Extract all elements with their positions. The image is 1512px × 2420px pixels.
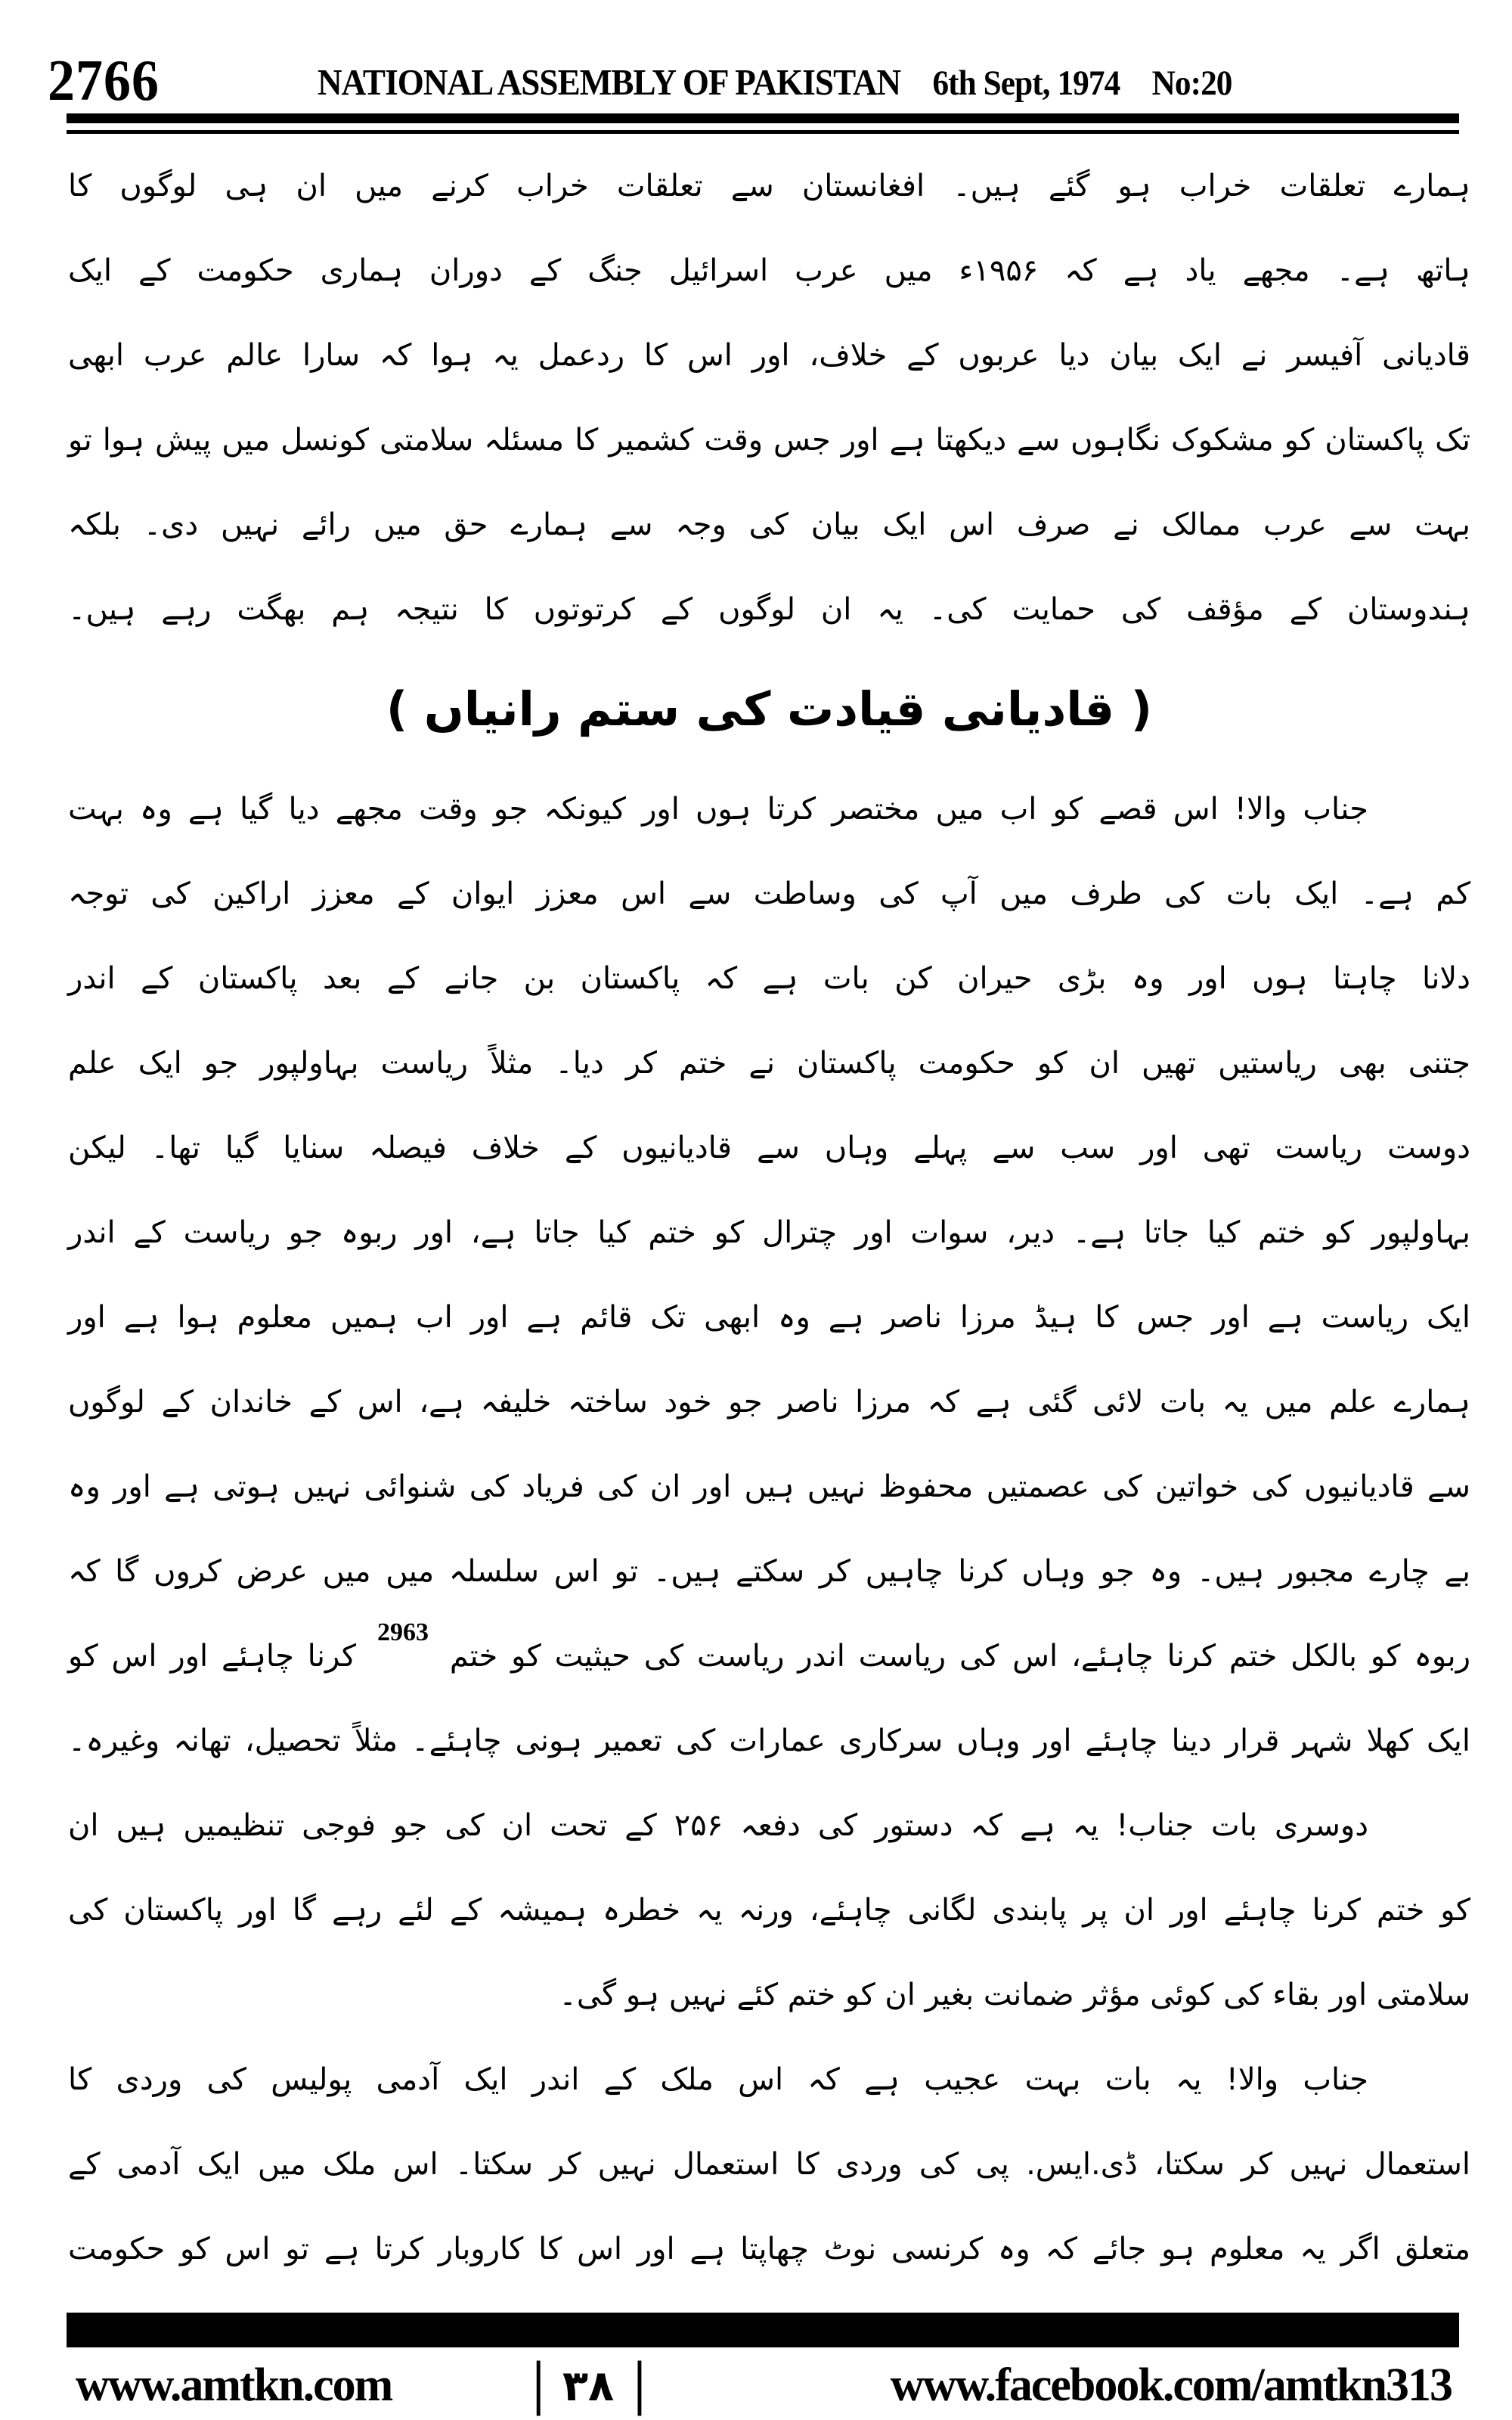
page-footer — [76, 2350, 1452, 2417]
urdu-text-line: ہاتھ ہے۔ مجھے یاد ہے کہ ۱۹۵۶ء میں عرب اسرائیل جنگ کے دوران ہماری حکومت کے ایک — [68, 253, 1470, 288]
urdu-text-line: ہمارے تعلقات خراب ہو گئے ہیں۔ افغانستان سے تعلقات خراب کرنے میں ان ہی لوگوں کا — [68, 169, 1470, 203]
urdu-text-line: بے چارے مجبور ہیں۔ وہ جو وہاں کرنا چاہیں کر سکتے ہیں۔ تو اس سلسلہ میں میں عرض کروں گا کہ — [68, 1554, 1470, 1589]
urdu-text-line: ایک ریاست ہے اور جس کا ہیڈ مرزا ناصر ہے وہ ابھی تک قائم ہے اور اب ہمیں معلوم ہوا ہے اور — [68, 1300, 1470, 1335]
urdu-text-line: کو ختم کرنا چاہئے اور ان پر پابندی لگانی چاہئے، ورنہ یہ خطرہ ہمیشہ کے لئے رہے گا اور پاکستان کی — [68, 1893, 1470, 1928]
header-title-group — [318, 60, 1232, 104]
urdu-text-line: متعلق اگر یہ معلوم ہو جائے کہ وہ کرنسی نوٹ چھاپتا ہے اور اس کا کاروبار کرتا ہے تو اس کو حکومت — [68, 2232, 1470, 2266]
urdu-text-line: دوسری بات جناب! یہ ہے کہ دستور کی دفعہ ۲۵۶ کے تحت ان کی جو فوجی تنظیمیں ہیں ان — [68, 1808, 1369, 1843]
footer-facebook: www.facebook.com/amtkn313 — [890, 2360, 1452, 2411]
session-date: 6th Sept, 1974 — [932, 64, 1120, 103]
footer-website: www.amtkn.com — [76, 2360, 392, 2411]
header-rule-thick — [67, 113, 1459, 123]
urdu-text-line: ہمارے علم میں یہ بات لائی گئی ہے کہ مرزا ناصر جو خود ساختہ خلیفہ ہے، اس کے خاندان کے لوگوں — [68, 1385, 1470, 1419]
body-text — [68, 144, 1470, 2291]
footer-separator-left: | — [532, 2350, 543, 2417]
urdu-paragraph — [68, 144, 1470, 652]
line-text: ربوہ کو بالکل ختم کرنا چاہئے، اس کی ریاست اندر ریاست کی حیثیت کو ختم — [449, 1639, 1471, 1674]
issue-number: No:20 — [1151, 64, 1232, 103]
urdu-text-line: قادیانی آفیسر نے ایک بیان دیا عربوں کے خلاف، اور اس کا ردعمل یہ ہوا کہ سارا عالم عرب ابھی — [68, 338, 1470, 373]
urdu-text-line: دوست ریاست تھی اور سب سے پہلے وہاں سے قادیانیوں کے خلاف فیصلہ سنایا گیا تھا۔ لیکن — [68, 1131, 1470, 1165]
urdu-text-line: جناب والا! اس قصے کو اب میں مختصر کرتا ہوں اور کیونکہ جو وقت مجھے دیا گیا ہے وہ بہت — [68, 792, 1368, 827]
urdu-text-line: جتنی بھی ریاستیں تھیں ان کو حکومت پاکستان نے ختم کر دیا۔ مثلاً ریاست بہاولپور جو ایک علم — [68, 1046, 1470, 1081]
urdu-text-line: بہت سے عرب ممالک نے صرف اس ایک بیان کی وجہ سے ہمارے حق میں رائے نہیں دی۔ بلکہ — [68, 507, 1470, 542]
urdu-text-line: سلامتی اور بقاء کی کوئی مؤثر ضمانت بغیر ان کو ختم کئے نہیں ہو گی۔ — [559, 1978, 1470, 2012]
footer-page-number-group — [532, 2350, 644, 2417]
footer-page-number-urdu: ۳۸ — [562, 2362, 615, 2411]
urdu-text-line: کم ہے۔ ایک بات کی طرف میں آپ کی وساطت سے اس معزز ایوان کے معزز اراکین کی توجہ — [68, 876, 1470, 911]
urdu-text-line: جناب والا! یہ بات بہت عجیب ہے کہ اس ملک کے اندر ایک آدمی پولیس کی وردی کا — [68, 2062, 1368, 2097]
footer-rule — [67, 2313, 1459, 2347]
urdu-paragraphs — [68, 767, 1470, 2291]
line-text: کرنا چاہئے اور اس کو — [68, 1639, 357, 1674]
urdu-text-line: ہندوستان کے مؤقف کی حمایت کی۔ یہ ان لوگوں کے کرتوتوں کا نتیجہ ہم بھگت رہے ہیں۔ — [68, 592, 1470, 627]
urdu-text-line: سے قادیانیوں کی خواتین کی عصمتیں محفوظ نہیں ہیں اور ان کی فریاد کی شنوائی نہیں ہوتی ہے اور وہ — [68, 1469, 1470, 1504]
urdu-text-line: دلانا چاہتا ہوں اور وہ بڑی حیران کن بات ہے کہ پاکستان بن جانے کے بعد پاکستان کے اندر — [68, 961, 1470, 996]
urdu-text-line: استعمال نہیں کر سکتا، ڈی.ایس. پی کی وردی کا استعمال نہیں کر سکتا۔ اس ملک میں ایک آدمی کے — [68, 2147, 1470, 2182]
footer-separator-right: | — [634, 2350, 644, 2417]
urdu-text-line: تک پاکستان کو مشکوک نگاہوں سے دیکھتا ہے اور جس وقت کشمیر کا مسئلہ سلامتی کونسل میں پیش ہوا تو — [68, 423, 1470, 458]
urdu-text-line: بہاولپور کو ختم کیا جاتا ہے۔ دیر، سوات اور چترال کو ختم کیا جاتا ہے، اور ربوہ جو ریاست کے اندر — [68, 1215, 1470, 1250]
urdu-text-line: ایک کھلا شہر قرار دینا چاہئے اور وہاں سرکاری عمارات کی تعمیر ہونی چاہئے۔ مثلاً تحصیل، تھانہ وغیرہ۔ — [68, 1723, 1470, 1758]
section-heading: ( قادیانی قیادت کی ستم رانیاں ) — [386, 681, 1153, 737]
page-header — [42, 47, 1470, 115]
marginal-page-reference: 2963 — [376, 1618, 429, 1646]
assembly-title: NATIONAL ASSEMBLY OF PAKISTAN — [318, 61, 901, 103]
header-rule-thin — [67, 130, 1459, 134]
urdu-text-line — [68, 1614, 1470, 1699]
page-number: 2766 — [48, 48, 160, 113]
